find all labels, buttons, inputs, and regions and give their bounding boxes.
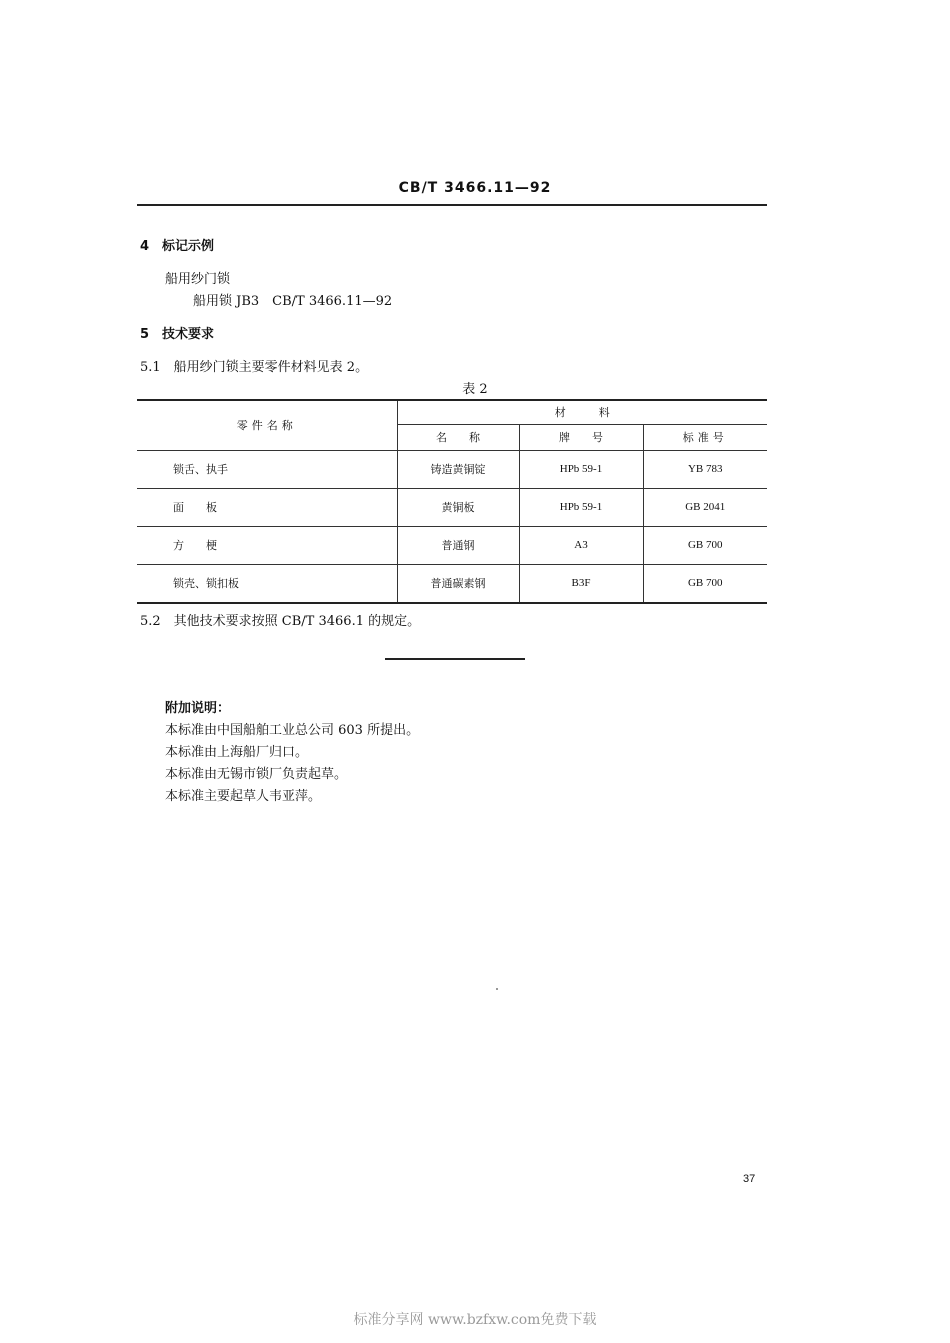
section-4-heading: 4 标记示例 — [140, 239, 215, 254]
marking-example-name: 船用纱门锁 — [165, 272, 231, 287]
table-caption: 表 2 — [462, 382, 488, 397]
cell-grade: B3F — [519, 564, 643, 603]
cell-material-name: 铸造黄铜锭 — [397, 450, 519, 488]
page-number: 37 — [743, 1173, 756, 1185]
header-material-name: 名 称 — [397, 424, 519, 450]
cell-material-name: 普通碳素钢 — [397, 564, 519, 603]
scan-speck — [496, 988, 498, 990]
standard-number-header: CB/T 3466.11—92 — [398, 180, 552, 196]
header-grade: 牌 号 — [519, 424, 643, 450]
table-row — [137, 526, 767, 564]
cell-material-name: 普通钢 — [397, 526, 519, 564]
table-row — [137, 564, 767, 603]
section-5-heading: 5 技术要求 — [140, 327, 215, 342]
additional-notes-title: 附加说明： — [165, 701, 231, 716]
cell-material-name: 黄铜板 — [397, 488, 519, 526]
cell-standard: GB 2041 — [643, 488, 767, 526]
marking-example-code: 船用锁 JB3 CB/T 3466.11—92 — [193, 294, 393, 309]
additional-note-line: 本标准由无锡市锁厂负责起草。 — [165, 767, 348, 782]
table-row — [137, 488, 767, 526]
additional-note-line: 本标准主要起草人韦亚萍。 — [165, 789, 322, 804]
cell-standard: GB 700 — [643, 526, 767, 564]
cell-part: 面 板 — [137, 488, 397, 526]
cell-grade: A3 — [519, 526, 643, 564]
end-rule — [385, 658, 525, 660]
cell-part: 方 梗 — [137, 526, 397, 564]
cell-standard: YB 783 — [643, 450, 767, 488]
materials-table — [137, 399, 767, 604]
header-rule — [137, 204, 767, 206]
additional-note-line: 本标准由上海船厂归口。 — [165, 745, 309, 760]
header-standard-number: 标准号 — [643, 424, 767, 450]
cell-part: 锁舌、执手 — [137, 450, 397, 488]
table-row — [137, 450, 767, 488]
watermark: 标准分享网 www.bzfxw.com免费下载 — [353, 1312, 597, 1328]
clause-5-2: 5.2 其他技术要求按照 CB/T 3466.1 的规定。 — [140, 614, 421, 629]
header-part-name: 零件名称 — [137, 400, 397, 450]
header-material: 材 料 — [397, 400, 767, 424]
cell-grade: HPb 59-1 — [519, 450, 643, 488]
cell-grade: HPb 59-1 — [519, 488, 643, 526]
clause-5-1: 5.1 船用纱门锁主要零件材料见表 2。 — [140, 360, 369, 375]
cell-part: 锁壳、锁扣板 — [137, 564, 397, 603]
additional-note-line: 本标准由中国船舶工业总公司 603 所提出。 — [165, 723, 420, 738]
cell-standard: GB 700 — [643, 564, 767, 603]
